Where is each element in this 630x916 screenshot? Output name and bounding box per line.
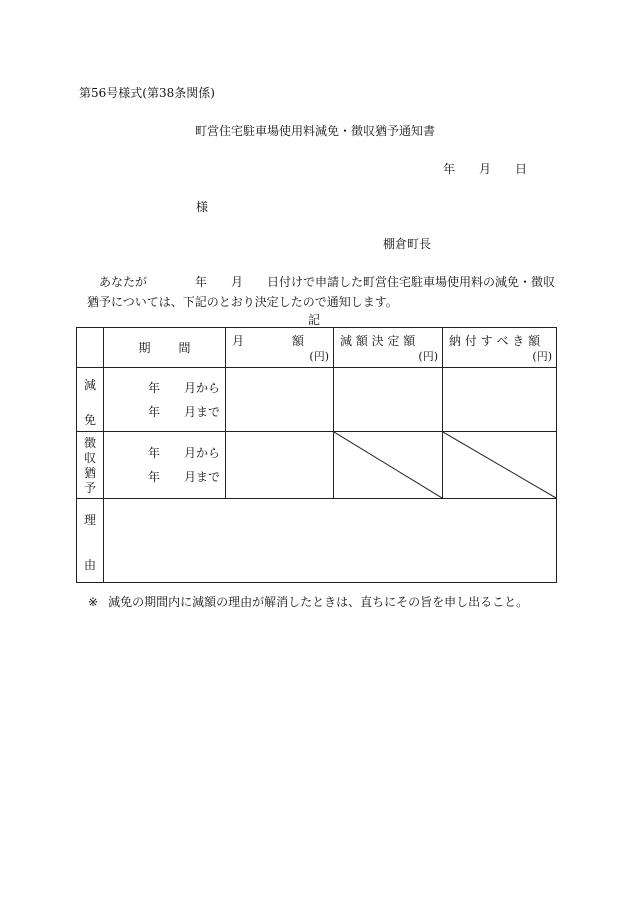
footnote [88, 593, 528, 610]
label-char: 徴 [83, 436, 96, 450]
header-blank-cell [77, 328, 104, 368]
row-label-reason [77, 499, 104, 583]
label-char: 免 [83, 413, 96, 427]
date-month: 月 [479, 162, 492, 176]
monthly-amount-label: 月 額 [232, 334, 305, 348]
row-label-deferral [77, 432, 104, 499]
reduction-payable-amount-cell [443, 368, 557, 432]
date-day: 日 [515, 162, 528, 176]
row-label-reduction [77, 368, 104, 432]
label-char: 減 [83, 378, 96, 392]
reduction-amount-label: 減 額 決 定 額 [340, 334, 416, 348]
notice-table [76, 327, 557, 583]
header-payable-amount [443, 328, 557, 368]
header-period: 期間 [104, 328, 226, 368]
header-monthly-amount [226, 328, 334, 368]
header-reduction-amount [334, 328, 443, 368]
reduction-period-to: 年 月まで [148, 404, 221, 419]
note-mark: ※ [88, 595, 99, 609]
issuer: 棚倉町長 [383, 237, 432, 251]
label-char: 猶 [83, 466, 96, 480]
form-number: 第56号様式(第38条関係) [79, 86, 215, 100]
body-line-2: 猶予については、下記のとおり決定したので通知します。 [87, 295, 398, 309]
reduction-decided-amount-cell [334, 368, 443, 432]
strike-diagonal [334, 432, 442, 498]
note-text: 減免の期間内に減額の理由が解消したときは、直ちにその旨を申し出ること。 [108, 595, 529, 609]
deferral-period-from: 年 月から [148, 446, 221, 460]
deferral-payable-amount-cell [443, 432, 557, 499]
payable-amount-unit: (円) [532, 350, 552, 363]
reduction-amount-unit: (円) [418, 350, 438, 363]
addressee-suffix: 様 [196, 200, 209, 214]
reason-field [104, 499, 557, 583]
monthly-amount-unit: (円) [309, 350, 329, 363]
reduction-monthly-amount-cell [226, 368, 334, 432]
body-line-1: あなたが 年 月 日付けで申請した町営住宅駐車場使用料の減免・徴収 [99, 275, 556, 289]
ki-label: 記 [308, 313, 321, 327]
date-line [443, 160, 527, 177]
label-char: 予 [83, 481, 96, 495]
label-char: 由 [83, 558, 96, 572]
label-char: 理 [83, 513, 96, 527]
deferral-monthly-amount-cell [226, 432, 334, 499]
reduction-period-from: 年 月から [148, 380, 221, 395]
notice-body [79, 272, 569, 312]
deferral-period-cell [104, 432, 226, 499]
label-char: 収 [83, 451, 96, 465]
document-title: 町営住宅駐車場使用料減免・徴収猶予通知書 [195, 124, 436, 138]
payable-amount-label: 納 付 す べ き 額 [449, 334, 541, 348]
strike-diagonal [443, 432, 556, 498]
reduction-period-cell [104, 368, 226, 432]
deferral-period-to: 年 月まで [148, 470, 221, 484]
date-year: 年 [443, 162, 456, 176]
deferral-decided-amount-cell [334, 432, 443, 499]
